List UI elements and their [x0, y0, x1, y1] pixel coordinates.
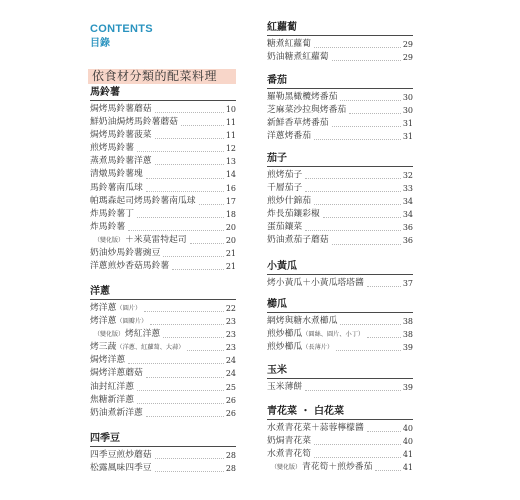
category-banner: [88, 69, 236, 84]
entry-title: 水煮青花筍: [267, 449, 311, 460]
dot-leader: [375, 470, 400, 471]
section-tomato: [267, 74, 413, 143]
dot-leader: [146, 377, 224, 378]
toc-entry: [267, 315, 413, 328]
toc-entry: [267, 208, 413, 221]
section-heading: 青花菜 ・ 白花菜: [267, 405, 413, 420]
toc-entry: [90, 302, 236, 315]
toc-entry: [267, 448, 413, 461]
page-number: 29: [402, 40, 413, 49]
toc-entry: [267, 130, 413, 143]
entry-list: [90, 103, 236, 273]
page-number: 39: [402, 383, 413, 392]
dot-leader: [144, 311, 224, 312]
dot-leader: [181, 125, 224, 126]
dot-leader: [305, 191, 401, 192]
dot-leader: [305, 390, 401, 391]
entry-title: 松露風味四季豆: [90, 463, 152, 474]
entry-title: 新鮮香草烤番茄: [267, 118, 329, 129]
section-cucumber: [267, 260, 413, 290]
toc-entry: [267, 422, 413, 435]
dot-leader: [155, 138, 224, 139]
toc-entry: [90, 354, 236, 367]
entry-title: 奶焗青花菜: [267, 436, 311, 447]
entry-title: 洋蔥煎炒香菇馬鈴薯: [90, 261, 170, 272]
entry-title: 四季豆煎炒蘑菇: [90, 450, 152, 460]
entry-title: 焦糖新洋蔥: [90, 394, 134, 405]
toc-entry: [267, 38, 413, 51]
entry-title: 煎炒櫛瓜: [267, 342, 303, 353]
entry-title: 馬鈴薯南瓜球: [90, 182, 143, 193]
entry-title: 炸長茄鑲彩椒: [267, 209, 320, 220]
entry-title: 油封紅洋蔥: [90, 381, 134, 392]
entry-title: 焗烤洋蔥: [90, 355, 126, 366]
dot-leader: [314, 444, 401, 445]
dot-leader: [163, 256, 223, 257]
page-number: 24: [225, 369, 236, 379]
toc-entry: [90, 328, 236, 341]
page-number: 31: [402, 132, 413, 142]
toc-entry: [90, 195, 236, 208]
dot-leader: [367, 431, 401, 432]
dot-leader: [332, 244, 401, 245]
entry-prefix: （變化版）: [94, 236, 125, 244]
dot-leader: [137, 390, 224, 391]
page-number: 12: [225, 144, 236, 154]
entry-title: 烤洋蔥: [90, 316, 117, 327]
section-heading: 四季豆: [90, 432, 236, 447]
entry-note: （圓瓣片）: [116, 318, 148, 326]
toc-entry: [267, 234, 413, 247]
page-number: 26: [225, 395, 236, 405]
toc-entry: [90, 208, 236, 221]
page-number: 41: [402, 463, 413, 473]
entry-title: 焗烤馬鈴薯蘑菇: [90, 104, 152, 114]
dot-leader: [314, 204, 401, 205]
dot-leader: [340, 324, 400, 325]
page-number: 13: [225, 157, 236, 167]
section-corn: [267, 364, 413, 394]
toc-entry: [90, 260, 236, 273]
toc-entry: [90, 182, 236, 195]
page-number: 40: [402, 424, 413, 433]
entry-title: 烤小黃瓜＋小黃瓜塔塔醬: [267, 278, 364, 288]
entry-title: 奶油煮茄子蘑菇: [267, 235, 329, 246]
entry-list: [267, 315, 413, 354]
entry-title: 糖煮紅蘿蔔: [267, 39, 311, 49]
section-onion: [90, 285, 236, 420]
section-zucchini: [267, 298, 413, 354]
dot-leader: [332, 60, 401, 61]
dot-leader: [137, 403, 224, 404]
page-number: 11: [225, 131, 236, 141]
page-number: 36: [402, 223, 413, 233]
toc-entry: [267, 169, 413, 182]
page-number: 16: [225, 183, 236, 193]
entry-list: [267, 277, 413, 290]
toc-entry: [90, 155, 236, 168]
page-number: 31: [402, 119, 413, 129]
page-number: 34: [402, 210, 413, 220]
page-number: 32: [402, 171, 413, 180]
entry-title: 烤三蔬: [90, 342, 117, 353]
page-number: 25: [225, 382, 236, 392]
dot-leader: [155, 471, 224, 472]
entry-list: [267, 169, 413, 248]
dot-leader: [128, 230, 224, 231]
toc-entry: [90, 367, 236, 380]
entry-title: 炸馬鈴薯: [90, 221, 126, 232]
section-heading: 番茄: [267, 74, 413, 89]
entry-list: [267, 381, 413, 394]
entry-title: 洋蔥烤番茄: [267, 131, 311, 142]
dot-leader: [190, 243, 224, 244]
page-number: 38: [402, 330, 413, 340]
entry-title: 焗烤馬鈴薯菠菜: [90, 130, 152, 141]
page-number: 30: [402, 106, 413, 116]
entry-list: [267, 38, 413, 64]
entry-title: 奶油糖煮紅蘿蔔: [267, 52, 329, 63]
entry-prefix: （變化版）: [271, 464, 302, 472]
section-heading: 馬鈴薯: [90, 86, 236, 101]
entry-title: 玉米薄餅: [267, 382, 303, 392]
dot-leader: [150, 324, 223, 325]
entry-title: 奶油煮新洋蔥: [90, 407, 143, 418]
page-number: 23: [225, 343, 236, 353]
page-number: 26: [225, 408, 236, 418]
page-number: 30: [402, 93, 413, 102]
toc-entry: [90, 315, 236, 328]
page-number: 23: [225, 317, 236, 327]
dot-leader: [314, 457, 401, 458]
entry-note: （圓片）: [116, 305, 142, 312]
toc-entry: [267, 221, 413, 234]
page-number: 17: [225, 196, 236, 206]
dot-leader: [155, 164, 224, 165]
entry-title: 煎炒什錦茄: [267, 196, 311, 207]
section-heading: 洋蔥: [90, 285, 236, 300]
toc-entry: [267, 195, 413, 208]
entry-title: 羅勒黑橄欖烤番茄: [267, 92, 338, 102]
entry-title: 烤洋蔥: [90, 303, 117, 313]
dot-leader: [137, 217, 224, 218]
page-number: 29: [402, 53, 413, 63]
toc-entry: [90, 129, 236, 142]
page-number: 37: [402, 279, 413, 288]
dot-leader: [305, 230, 401, 231]
page-number: 21: [225, 249, 236, 259]
toc-entry: [267, 51, 413, 64]
banner-text: 依食材分類的配菜料理: [92, 69, 218, 83]
section-heading: 櫛瓜: [267, 298, 413, 313]
page-number: 33: [402, 184, 413, 194]
dot-leader: [163, 337, 224, 338]
entry-title: 炸馬鈴薯丁: [90, 208, 134, 219]
toc-entry: [90, 116, 236, 129]
dot-leader: [305, 178, 401, 179]
toc-entry: [90, 394, 236, 407]
page-number: 41: [402, 450, 413, 460]
toc-entry: [267, 461, 413, 474]
entry-title: ＋米莫雷特起司: [125, 234, 187, 245]
entry-list: [90, 302, 236, 420]
toc-entry: [267, 435, 413, 448]
entry-list: [267, 422, 413, 474]
dot-leader: [332, 126, 401, 127]
entry-title: 鮮奶油焗烤馬鈴薯蘑菇: [90, 117, 178, 128]
page-number: 14: [225, 170, 236, 180]
section-heading: 茄子: [267, 152, 413, 167]
section-eggplant: [267, 152, 413, 248]
toc-entry: [90, 168, 236, 181]
dot-leader: [146, 191, 224, 192]
dot-leader: [314, 139, 401, 140]
dot-leader: [155, 112, 224, 113]
dot-leader: [187, 350, 223, 351]
dot-leader: [340, 100, 400, 101]
toc-entry: [90, 462, 236, 475]
page-number: 20: [225, 222, 236, 232]
toc-entry: [267, 328, 413, 341]
entry-prefix: （變化版）: [94, 331, 125, 339]
page-number: 20: [225, 235, 236, 245]
toc-entry: [90, 341, 236, 354]
section-broccoli-cauliflower: [267, 405, 413, 474]
dot-leader: [323, 217, 401, 218]
dot-leader: [137, 151, 224, 152]
page-number: 38: [402, 317, 413, 326]
page-number: 28: [225, 451, 236, 460]
toc-entry: [267, 104, 413, 117]
page-number: 18: [225, 209, 236, 219]
entry-title: 千層茄子: [267, 183, 303, 194]
page-number: 28: [225, 464, 236, 474]
entry-title: 帕瑪森起司烤馬鈴薯南瓜球: [90, 195, 196, 206]
toc-entry: [267, 91, 413, 104]
entry-title: 焗烤洋蔥蘑菇: [90, 368, 143, 379]
page-number: 24: [225, 356, 236, 366]
page-number: 40: [402, 437, 413, 447]
page-number: 39: [402, 343, 413, 353]
toc-entry: [267, 117, 413, 130]
section-heading: 玉米: [267, 364, 413, 379]
entry-title: 煎烤茄子: [267, 170, 303, 180]
dot-leader: [172, 269, 224, 270]
entry-title: 煎烤馬鈴薯: [90, 143, 134, 154]
dot-leader: [314, 47, 401, 48]
page-number: 21: [225, 262, 236, 272]
entry-list: [90, 449, 236, 475]
page-number: 23: [225, 330, 236, 340]
toc-entry: [90, 103, 236, 116]
entry-note: （洋蔥、紅蘿蔔、大蒜）: [116, 344, 185, 352]
page-number: 11: [225, 118, 236, 128]
toc-entry: [90, 449, 236, 462]
entry-title: 蒸煮馬鈴薯洋蔥: [90, 156, 152, 167]
entry-title: 煎炒櫛瓜: [267, 329, 303, 340]
dot-leader: [199, 204, 224, 205]
section-heading: 小黃瓜: [267, 260, 413, 275]
page-number: 36: [402, 236, 413, 246]
entry-title: 水煮青花菜＋蒜蓉檸檬醬: [267, 423, 364, 433]
dot-leader: [146, 178, 224, 179]
entry-title: 奶油炒馬鈴薯豌豆: [90, 248, 161, 259]
page-number: 34: [402, 197, 413, 207]
dot-leader: [367, 286, 401, 287]
section-heading: 紅蘿蔔: [267, 21, 413, 36]
entry-title: 芝麻菜沙拉與烤番茄: [267, 105, 347, 116]
entry-title: 烤紅洋蔥: [125, 329, 161, 340]
toc-entry: [90, 407, 236, 420]
page-number: 10: [225, 105, 236, 114]
toc-entry: [267, 341, 413, 354]
dot-leader: [128, 363, 224, 364]
toc-title: 目錄: [90, 38, 110, 49]
dot-leader: [336, 350, 401, 351]
entry-note: （長薄片）: [302, 344, 334, 352]
entry-list: [267, 91, 413, 143]
entry-title: 青花筍＋煎炒番茄: [302, 462, 373, 473]
section-carrot: [267, 21, 413, 64]
dot-leader: [367, 337, 401, 338]
toc-entry: [90, 142, 236, 155]
toc-entry: [267, 381, 413, 394]
section-green-beans: [90, 432, 236, 475]
entry-note: （圓絲、圓片、小丁）: [302, 331, 365, 339]
entry-title: 蛋茄鑲菜: [267, 222, 303, 233]
toc-entry: [90, 221, 236, 234]
entry-title: 清燉馬鈴薯塊: [90, 169, 143, 180]
dot-leader: [349, 113, 401, 114]
entry-title: 網烤與糖水煮櫛瓜: [267, 316, 338, 326]
dot-leader: [155, 458, 224, 459]
toc-entry: [90, 247, 236, 260]
page-number: 22: [225, 304, 236, 313]
contents-label: CONTENTS: [90, 23, 153, 35]
toc-entry: [267, 277, 413, 290]
toc-entry: [90, 381, 236, 394]
dot-leader: [146, 416, 224, 417]
section-potato: [90, 86, 236, 273]
toc-entry: [90, 234, 236, 247]
toc-entry: [267, 182, 413, 195]
